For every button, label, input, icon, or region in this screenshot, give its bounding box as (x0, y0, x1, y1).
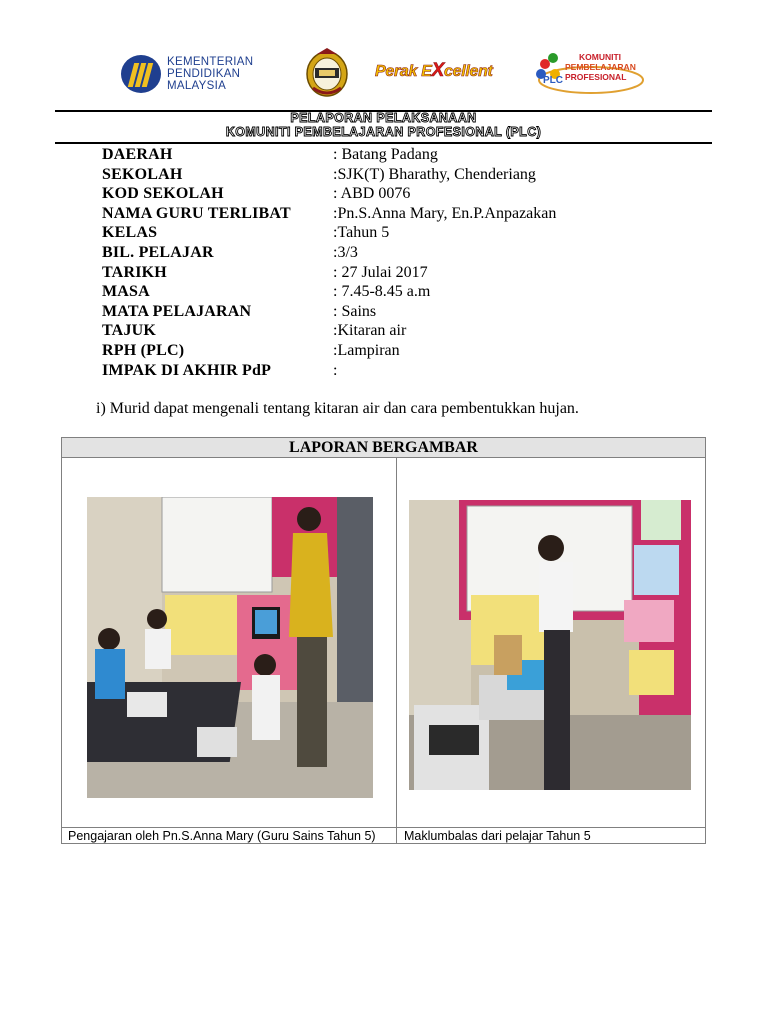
info-label: MATA PELAJARAN (102, 302, 252, 320)
heading-rule-bottom (55, 142, 712, 144)
info-value: : Sains (333, 302, 377, 320)
info-label: DAERAH (102, 146, 173, 163)
info-label: BIL. PELAJAR (102, 243, 214, 261)
heading-line2: KOMUNITI PEMBELAJARAN PROFESIONAL (PLC) (225, 125, 542, 139)
info-label: KOD SEKOLAH (102, 185, 224, 203)
caption-right: Maklumbalas dari pelajar Tahun 5 (404, 829, 591, 843)
svg-text:PLC: PLC (543, 75, 563, 86)
student-feedback-photo (409, 500, 691, 790)
info-label: IMPAK DI AKHIR PdP (102, 361, 272, 379)
info-value: :Tahun 5 (333, 224, 390, 242)
photo-report-title: LAPORAN BERGAMBAR (62, 438, 705, 458)
info-label: TAJUK (102, 322, 157, 340)
info-label: KELAS (102, 224, 158, 242)
perak-text-a: Perak E (375, 63, 432, 80)
plc-line2: PEMBELAJARAN (565, 62, 636, 72)
perak-text-b: cellent (444, 63, 493, 80)
perak-text-x: X (431, 60, 444, 81)
kpm-logo (121, 54, 271, 94)
info-value: :3/3 (333, 243, 358, 261)
info-label: NAMA GURU TERLIBAT (102, 204, 291, 222)
info-label: SEKOLAH (102, 165, 183, 183)
info-value: :Lampiran (333, 341, 400, 359)
info-label: TARIKH (102, 263, 167, 281)
kpm-logo-text (167, 56, 253, 92)
info-value: :Kitaran air (333, 322, 407, 340)
info-label: MASA (102, 283, 150, 301)
heading-line1: PELAPORAN PELAKSANAAN (290, 111, 477, 125)
plc-line1: KOMUNITI (579, 52, 622, 62)
column-divider (396, 458, 397, 844)
info-value: : 7.45-8.45 a.m (333, 283, 431, 301)
crest-logo-icon (303, 48, 351, 98)
perak-excellent-logo (375, 60, 499, 84)
logo-strip (0, 48, 768, 104)
info-value: : 27 Julai 2017 (333, 263, 428, 281)
plc-line3: PROFESIONAL (565, 72, 627, 82)
report-heading (55, 111, 712, 139)
plc-logo-text (565, 52, 636, 82)
caption-left: Pengajaran oleh Pn.S.Anna Mary (Guru Sains Tahun 5) (68, 829, 376, 843)
photo-report-table (61, 437, 706, 844)
info-value: : Batang Padang (333, 146, 438, 163)
kpm-line1: KEMENTERIAN (167, 56, 254, 68)
kpm-line2: PENDIDIKAN (167, 68, 241, 80)
teaching-photo (87, 497, 373, 798)
info-value: : ABD 0076 (333, 185, 411, 203)
info-value: :Pn.S.Anna Mary, En.P.Anpazakan (333, 204, 557, 222)
kpm-line3: MALAYSIA (167, 80, 227, 92)
plc-logo (533, 50, 645, 96)
info-value: : (333, 361, 338, 379)
impak-statement: i) Murid dapat mengenali tentang kitaran air dan cara pembentukkan hujan. (96, 400, 579, 417)
info-label: RPH (PLC) (102, 341, 185, 359)
info-value: :SJK(T) Bharathy, Chenderiang (333, 165, 536, 183)
kpm-emblem-icon (121, 55, 161, 93)
